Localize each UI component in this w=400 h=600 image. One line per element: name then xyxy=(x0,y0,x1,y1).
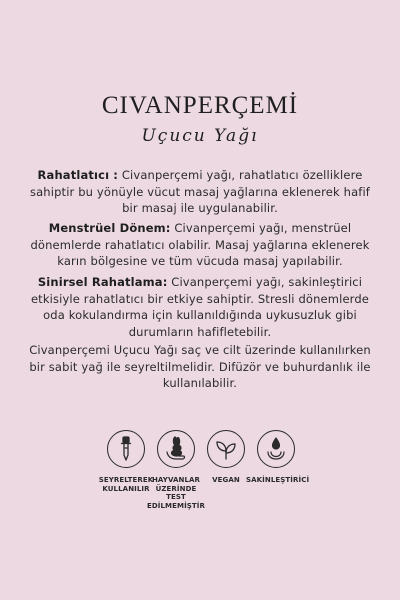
leaves-icon xyxy=(207,430,245,468)
paragraph-heading: Sinirsel Rahatlama: xyxy=(37,275,168,289)
dropper-icon xyxy=(107,430,145,468)
paragraph-text: Civanperçemi Uçucu Yağı saç ve cilt üzerinde kullanılırken bir sabit yağ ile seyreltilmelidir. Difüzör ve buhurdanlık ile kullanılabilir. xyxy=(29,343,371,390)
badge-row xyxy=(96,430,316,540)
product-title: CIVANPERÇEMİ xyxy=(101,92,299,119)
product-subtitle: Uçucu Yağı xyxy=(141,126,259,146)
paragraph-text: Civanperçemi yağı, menstrüel dönemlerde rahatlatıcı olabilir. Masaj yağlarına eklenerek karın bölgesine ve tüm vücuda masaj yapılabilir. xyxy=(30,221,370,268)
paragraph-heading: Menstrüel Dönem: xyxy=(48,221,171,235)
badge-label: HAYVANLAR ÜZERİNDE TEST EDİLMEMİŞTİR xyxy=(147,476,205,510)
paragraph-text: Civanperçemi yağı, rahatlatıcı özelliklere sahiptir bu yönüyle vücut masaj yağlarına eklenerek hafif bir masaj ile uygulanabilir. xyxy=(29,168,371,215)
calming-drop-icon xyxy=(257,430,295,468)
badge-label: SAKİNLEŞTİRİCİ xyxy=(246,476,310,484)
paragraph-heading: Rahatlatıcı : xyxy=(37,168,119,182)
badge-calming xyxy=(246,430,310,485)
benefit-paragraph-relaxing xyxy=(28,167,372,217)
badge-label: VEGAN xyxy=(212,476,240,484)
usage-paragraph xyxy=(28,342,372,392)
rabbit-hand-icon xyxy=(157,430,195,468)
benefit-paragraph-menstrual xyxy=(28,220,372,270)
paragraph-text: Civanperçemi yağı, sakinleştirici etkisiyle rahatlatıcı bir etkiye sahiptir. Stresli dönemlerde oda kokulandırma için kullanıldığında uykusuzluk gibi durumların hafifletebilir. xyxy=(30,275,370,339)
benefit-paragraph-nervous xyxy=(28,274,372,340)
badge-label: SEYRELTEREK KULLANILIR xyxy=(98,476,154,493)
